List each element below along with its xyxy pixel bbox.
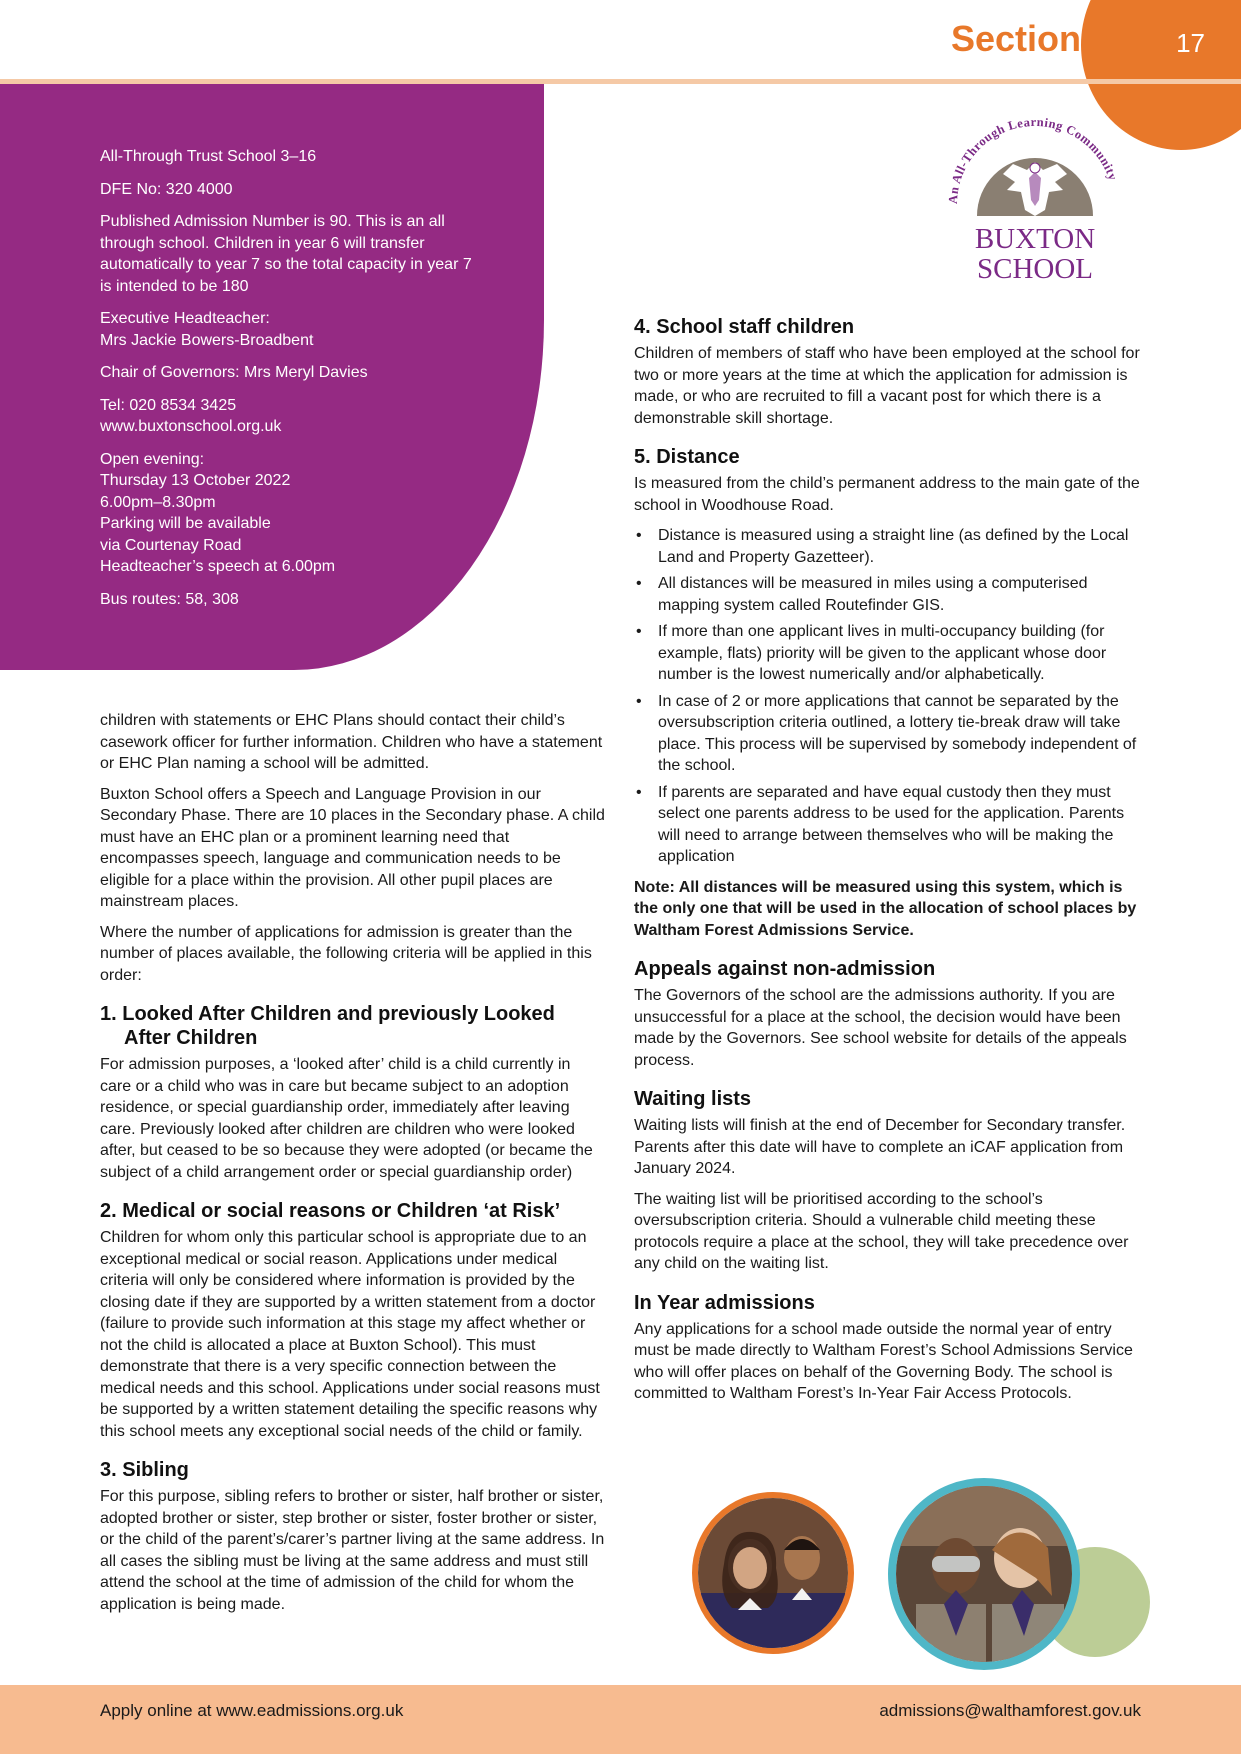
chair-of-governors: Chair of Governors: Mrs Meryl Davies — [100, 364, 368, 381]
list-item: • In case of 2 or more applications that cannot be separated by the oversubscription criteria outlined, a lottery tie-break draw will take place. This process will be supervised by somebody independent of the school. — [658, 691, 1144, 777]
left-column — [100, 710, 605, 1624]
pupils-photo — [692, 1492, 854, 1654]
school-info-text — [100, 146, 480, 621]
criterion-4-text: Children of members of staff who have been employed at the school for two or more years at the time at which the application for admission is made, or who are recruited to fill a vacant post for which there is a demonstrable skill shortage. — [634, 345, 1140, 427]
logo-arc-text: An All-Through Learning Community — [945, 114, 1121, 205]
waiting-lists-text-2: The waiting list will be prioritised according to the school’s oversubscription criteria. Should a vulnerable child meeting these protocols require a place at the school, they will take precedence over any child on the waiting list. — [634, 1190, 1129, 1272]
ehc-plans-paragraph: children with statements or EHC Plans should contact their child’s casework officer for further information. Children who have a statement or EHC Plan naming a school will be admitted. — [100, 712, 603, 772]
criterion-2-heading: 2. Medical or social reasons or Children ‘at Risk’ — [100, 1200, 561, 1222]
page-footer — [0, 1685, 1241, 1754]
distance-rules-list — [634, 525, 1144, 868]
waiting-lists-text-1: Waiting lists will finish at the end of December for Secondary transfer. Parents after this date will have to complete an iCAF application from January 2024. — [634, 1117, 1126, 1177]
right-column — [634, 315, 1144, 1414]
criterion-1-text: For admission purposes, a ‘looked after’ child is a child currently in care or a child who was in care but became subject to an adoption residence, or special guardianship order, immediately after leaving care. Previously looked after children are children who were looked after, but ceased to be so because they were adopted (or became the subject of a child arrangement order or special guardianship order) — [100, 1056, 593, 1181]
dfe-number: DFE No: 320 4000 — [100, 180, 233, 198]
list-item: • If parents are separated and have equal custody then they must select one parents address to be used for the application. Parents will need to arrange between themselves who will be making the application — [658, 782, 1144, 868]
section-title: Section 3 — [950, 18, 1111, 59]
contact-details: Tel: 020 8534 3425 www.buxtonschool.org.uk — [100, 396, 282, 435]
speech-language-paragraph: Buxton School offers a Speech and Language Provision in our Secondary Phase. There are 10 places in the Secondary phase. A child must have an EHC plan or a prominent learning need that encompasses speech, language and communication needs to be eligible for a place within the provision. All other pupil places are mainstream places. — [100, 785, 605, 910]
criterion-3-heading: 3. Sibling — [100, 1459, 189, 1481]
criterion-3-text: For this purpose, sibling refers to brother or sister, half brother or sister, adopted brother or sister, step brother or sister, foster brother or sister, or the child of the parent’s/carer’s partner living at the same address. In all cases the sibling must be living at the same address and must still attend the school at the time of admission of the child for whom the application is being made. — [100, 1488, 605, 1613]
in-year-admissions-heading: In Year admissions — [634, 1291, 815, 1314]
waiting-lists-heading: Waiting lists — [634, 1088, 752, 1110]
school-type: All-Through Trust School 3–16 — [100, 148, 317, 165]
admissions-email-link[interactable]: admissions@walthamforest.gov.uk — [879, 1701, 1141, 1720]
criterion-5-heading: 5. Distance — [634, 446, 740, 468]
appeals-text: The Governors of the school are the admissions authority. If you are unsuccessful for a place at the school, the decision would have been made by the Governors. See school website for details of the appeals process. — [634, 987, 1127, 1069]
list-item: • All distances will be measured in miles using a computerised mapping system called Routefinder GIS. — [658, 573, 1144, 616]
admission-number: Published Admission Number is 90. This is an all through school. Children in year 6 will transfer automatically to year 7 so the total capacity in year 7 is intended to be 180 — [100, 213, 472, 295]
bus-routes: Bus routes: 58, 308 — [100, 590, 239, 608]
science-class-photo — [888, 1478, 1080, 1670]
logo-name-line1: BUXTON — [974, 223, 1096, 255]
list-item: • If more than one applicant lives in multi-occupancy building (for example, flats) priority will be given to the applicant whose door number is the lowest numerically and/or alphabetically. — [658, 621, 1144, 686]
criterion-1-heading: 1. Looked After Children and previously Looked After Children — [100, 1003, 555, 1049]
criterion-5-text: Is measured from the child’s permanent address to the main gate of the school in Woodhouse Road. — [634, 475, 1140, 514]
logo-name-line2: SCHOOL — [976, 253, 1094, 285]
list-item: • Distance is measured using a straight line (as defined by the Local Land and Property Gazetteer). — [658, 525, 1144, 568]
apply-online-link[interactable]: Apply online at www.eadmissions.org.uk — [100, 1701, 404, 1720]
criterion-4-heading: 4. School staff children — [634, 316, 855, 338]
headteacher: Executive Headteacher: Mrs Jackie Bowers-Broadbent — [100, 310, 314, 349]
distance-note: Note: All distances will be measured using this system, which is the only one that will be used in the allocation of school places by Waltham Forest Admissions Service. — [634, 878, 1137, 939]
criterion-2-text: Children for whom only this particular school is appropriate due to an exceptional medical or social reason. Applications under medical criteria will only be considered where information is provided by the closing date if they are supported by a written statement from a doctor (failure to provide such information at this stage my affect whether or not the child is allocated a place at Buxton School). This must demonstrate that there is a very specific connection between the medical needs and this school. Applications under social reasons must be supported by a written statement detailing the specific reasons why this school meets any exceptional social needs of the child or family. — [100, 1229, 600, 1440]
page-header — [0, 0, 1241, 80]
open-evening: Open evening: Thursday 13 October 2022 6.00pm–8.30pm Parking will be available via Courtenay Road Headteacher’s speech at 6.00pm — [100, 450, 336, 575]
school-info-panel — [0, 84, 544, 670]
appeals-heading: Appeals against non-admission — [634, 958, 936, 980]
page-number: 17 — [1176, 28, 1205, 58]
criteria-intro-paragraph: Where the number of applications for admission is greater than the number of places available, the following criteria will be applied in this order: — [100, 923, 592, 984]
in-year-admissions-text: Any applications for a school made outside the normal year of entry must be made directly to Waltham Forest’s School Admissions Service who will offer places on behalf of the Governing Body. The school is committed to Waltham Forest’s In-Year Fair Access Protocols. — [634, 1320, 1133, 1402]
buxton-school-logo — [935, 112, 1135, 292]
